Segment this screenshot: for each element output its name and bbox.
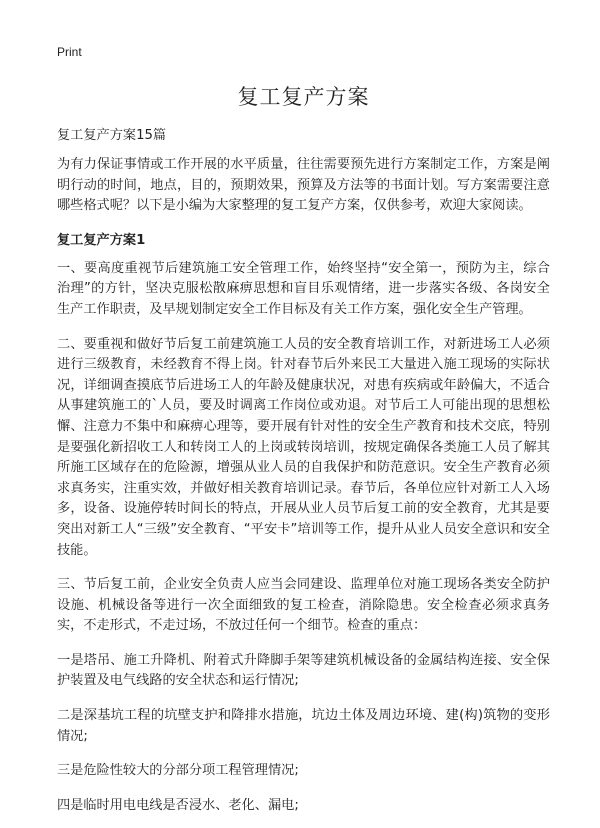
print-link[interactable]: Print (57, 45, 82, 59)
body-paragraph: 四是临时用电电线是否浸水、老化、漏电; (57, 797, 299, 813)
body-paragraph: 二是深基坑工程的坑壁支护和降排水措施，坑边土体及周边环境、建(构)筑物的变形情况; (57, 708, 550, 744)
body-paragraph: 一是塔吊、施工升降机、附着式升降脚手架等建筑机械设备的金属结构连接、安全保护装置及电气线路的安全状态和运行情况; (57, 652, 550, 689)
document-title: 复工复产方案 (237, 85, 370, 109)
body-paragraph: 一、要高度重视节后建筑施工安全管理工作，始终坚持“安全第一，预防为主，综合治理”的方针，坚决克服松散麻痹思想和盲目乐观情绪，进一步落实各级、各岗安全生产工作职责，及早规划制定安全工作目标及有关工作方案，强化安全生产管理。 (57, 260, 550, 317)
body-paragraph: 三、节后复工前，企业安全负责人应当会同建设、监理单位对施工现场各类安全防护设施、机械设备等进行一次全面细致的复工检查，消除隐患。安全检查必须求真务实，不走形式，不走过场，不放过任何一个细节。检查的重点： (57, 577, 550, 634)
document-subtitle: 复工复产方案15篇 (57, 128, 167, 143)
section-heading: 复工复产方案1 (57, 232, 146, 248)
body-paragraph: 三是危险性较大的分部分项工程管理情况; (57, 763, 299, 779)
intro-paragraph: 为有力保证事情或工作开展的水平质量，往往需要预先进行方案制定工作，方案是阐明行动的时间，地点，目的，预期效果，预算及方法等的书面计划。写方案需要注意哪些格式呢？以下是小编为大家整理的复工复产方案，仅供参考，欢迎大家阅读。 (57, 157, 550, 214)
body-paragraph: 二、要重视和做好节后复工前建筑施工人员的安全教育培训工作，对新进场工人必须进行三级教育，未经教育不得上岗。针对春节后外来民工大量进入施工现场的实际状况，详细调查摸底节后进场工人的年龄及健康状况，对患有疾病或年龄偏大，不适合从事建筑施工的`人员，要及时调离工作岗位或劝退。对节后工人可能出现的思想松懈、注意力不集中和麻痹心理等，要开展有针对性的安全生产教育和技术交底，特别是要强化新招收工人和转岗工人的上岗或转岗培训，按规定确保各类施工人员了解其所施工区域存在的危险源，增强从业人员的自我保护和防范意识。安全生产教育必须求真务实，注重实效，并做好相关教育培训记录。春节后，各单位应针对新工人入场多，设备、设施停转时间长的特点，开展从业人员节后复工前的安全教育，尤其是要突出对新工人“三级”安全教育、“平安卡”培训等工作，提升从业人员安全意识和安全技能。 (57, 336, 550, 558)
